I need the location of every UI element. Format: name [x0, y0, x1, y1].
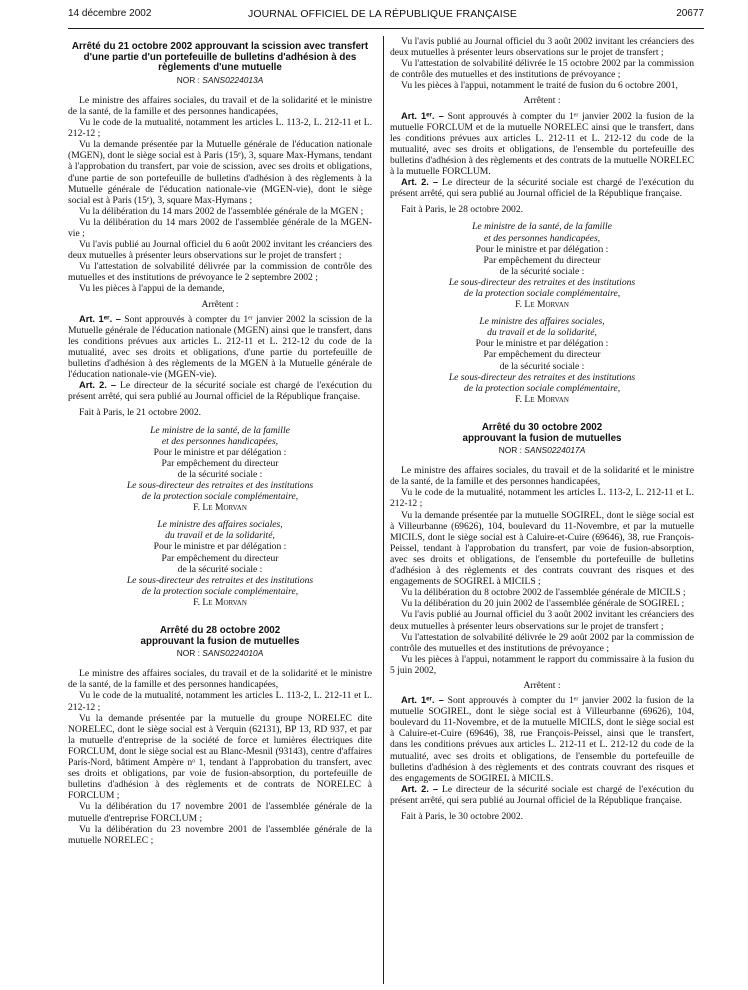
decree-30-october: [390, 409, 694, 822]
paragraph: Vu le code de la mutualité, notamment les articles L. 113-2, L. 212-11 et L. 212-12 ;: [68, 690, 372, 713]
paragraph: Vu la demande présentée par la mutuelle du groupe NORELEC dite NORELEC, dont le siège social est à Verquin (62131), BP 13, RD 937, et par la mutuelle d'entreprise de la société de force et lumières électriques dite FORCLUM, dont le siège social est au Blanc-Mesnil (93143), centre d'affaires Paris-Nord, bâtiment Ampère nᵒ 1, tendant à l'approbation du transfert, avec ses droits et obligations, par voie de fusion-absorption, du portefeuille de bulletins d'adhésion à des règlements et de contrats de NORELEC à FORCLUM ;: [68, 712, 372, 802]
arretent-heading: Arrêtent :: [523, 95, 561, 107]
header-journal-title: JOURNAL OFFICIEL DE LA RÉPUBLIQUE FRANÇAISE: [248, 8, 517, 20]
paragraph: Vu l'avis publié au Journal officiel du 6 août 2002 invitant les créanciers des deux mutuelles à présenter leurs observations sur le projet de transfert ;: [68, 239, 372, 262]
article-1: Art. 1ᵉʳ. – Sont approuvés à compter du 1ᵉʳ janvier 2002 la fusion de la mutuelle FORCLUM et de la mutuelle NORELEC ainsi que le transfert, dans les conditions prévues aux articles L. 212-11 et L. 212-12 du code de la mutualité, avec ses droits et obligations, de l'ensemble du portefeuille des bulletins d'adhésion à des règlements et des contrats de la mutuelle NORELEC à la mutuelle FORCLUM.: [390, 110, 694, 178]
paragraph: Vu la délibération du 14 mars 2002 de l'assemblée générale de la MGEN ;: [79, 205, 364, 217]
article-2: Art. 2. – Le directeur de la sécurité sociale est chargé de l'exécution du présent arrêté, qui sera publié au Journal officiel de la République française.: [68, 380, 372, 403]
article-1: Art. 1ᵉʳ. – Sont approuvés à compter du 1ᵉʳ janvier 2002 la fusion de la mutuelle SOGIREL, dont le siège social est à Villeurbanne (69626), 104, boulevard du 11-Novembre, et de la mutuelle MICILS, dont le siège social est à Caluire-et-Cuire (69646), 38, rue François-Peissel, ainsi que le transfert, dans les conditions prévues aux articles L. 212-11 et L. 212-12 du code de la mutualité, avec ses droits et obligations, de l'ensemble du portefeuille de bulletins d'adhésion à des règlements et des contrats couvrant des risques et des engagements de SOGIREL à MICILS.: [390, 695, 694, 784]
signature-block-affaires-sociales: Le ministre des affaires sociales, du travail et de la solidarité, Pour le ministre et par délégation : Par empêchement du directeur de la sécurité sociale : Le sous-directeur des retraites et des institutions de la protection sociale complémentaire, F. Le Morvan: [68, 519, 372, 608]
article-label: Art. 2. –: [401, 177, 439, 188]
page-header: [0, 0, 748, 30]
signature-block-sante: Le ministre de la santé, de la famille et des personnes handicapées, Pour le ministre et par délégation : Par empêchement du directeur de la sécurité sociale : Le sous-directeur des retraites et des institutions de la protection sociale complémentaire, F. Le Morvan: [390, 221, 694, 310]
article-label: Art. 1ᵉʳ. –: [401, 695, 444, 706]
article-label: Art. 2. –: [401, 783, 439, 794]
paragraph: Vu la délibération du 17 novembre 2001 de l'assemblée générale de la mutuelle d'entreprise FORCLUM ;: [68, 801, 372, 824]
paragraph: Vu le code de la mutualité, notamment les articles L. 113-2, L. 212-11 et L. 212-12 ;: [68, 117, 372, 140]
right-column: [390, 36, 694, 822]
paragraph: Vu la délibération du 8 octobre 2002 de l'assemblée générale de MICILS ;: [401, 587, 686, 599]
nor-code: SANS0224010A: [202, 648, 264, 659]
paragraph: Vu la délibération du 20 juin 2002 de l'assemblée générale de SOGIREL ;: [401, 598, 685, 610]
decree-28-october: [68, 612, 372, 846]
arretent-heading: Arrêtent :: [523, 679, 561, 691]
nor-code: SANS0224013A: [202, 74, 264, 85]
article-2: Art. 2. – Le directeur de la sécurité sociale est chargé de l'exécution du présent arrêté, qui sera publié au Journal officiel de la République française.: [390, 177, 694, 200]
nor-code: SANS0224017A: [524, 445, 586, 456]
article-1: Art. 1ᵉʳ. – Sont approuvés à compter du 1ᵉʳ janvier 2002 la scission de la Mutuelle générale de l'éducation nationale (MGEN) ainsi que le transfert, dans les conditions prévues aux articles L. 212-11 et L. 212-12 du code de la mutualité, avec ses droits et obligations, d'une partie du portefeuille de bulletins d'adhésion à des règlements de la MGEN à la Mutuelle générale de l'éducation nationale-vie (MGEN-vie).: [68, 313, 372, 381]
paragraph: Vu la demande présentée par la Mutuelle générale de l'éducation nationale (MGEN), dont le siège social est à Paris (15ᵉ), 3, square Max-Hymans, tendant à l'approbation du transfert, par voie de scission, avec ses droits et obligations, d'une partie de son portefeuille de bulletins d'adhésion à des règlements à la Mutuelle générale de l'éducation nationale-vie (MGEN-vie), dont le siège social est à Paris (15ᵉ), 3, square Max-Hymans ;: [68, 139, 372, 206]
nor-reference: NOR : SANS0224010A: [176, 648, 264, 659]
paragraph: Vu le code de la mutualité, notamment les articles L. 113-2, L. 212-11 et L. 212-12 ;: [390, 487, 694, 510]
paragraph: Vu les pièces à l'appui, notamment le rapport du commissaire à la fusion du 5 juin 2002,: [390, 653, 694, 676]
left-column: [68, 36, 372, 846]
header-rule: [68, 28, 704, 29]
decree-title: Arrêté du 28 octobre 2002 approuvant la fusion de mutuelles: [140, 625, 300, 647]
signatory-name: F. Le Morvan: [515, 299, 569, 311]
paragraph: Le ministre des affaires sociales, du travail et de la solidarité et le ministre de la santé, de la famille et des personnes handicapées,: [68, 94, 372, 117]
paragraph: Vu les pièces à l'appui de la demande,: [79, 283, 225, 295]
signatory-name: F. Le Morvan: [193, 596, 247, 608]
signature-date: Fait à Paris, le 28 octobre 2002.: [401, 204, 524, 216]
signature-block-sante: Le ministre de la santé, de la famille et des personnes handicapées, Pour le ministre et par délégation : Par empêchement du directeur de la sécurité sociale : Le sous-directeur des retraites et des institutions de la protection sociale complémentaire, F. Le Morvan: [68, 425, 372, 514]
paragraph: Vu l'attestation de solvabilité délivrée le 29 août 2002 par la commission de contrôle des mutuelles et des institutions de prévoyance ;: [390, 631, 694, 654]
paragraph: Le ministre des affaires sociales, du travail et de la solidarité et le ministre de la santé, de la famille et des personnes handicapées,: [68, 668, 372, 691]
signature-date: Fait à Paris, le 30 octobre 2002.: [401, 811, 524, 822]
paragraph: Vu l'attestation de solvabilité délivrée le 15 octobre 2002 par la commission de contrôle des mutuelles et des institutions de prévoyance ;: [390, 58, 694, 81]
arretent-heading: Arrêtent :: [201, 298, 239, 310]
paragraph: Vu la délibération du 14 mars 2002 de l'assemblée générale de la MGEN-vie ;: [68, 216, 372, 239]
signatory-name: F. Le Morvan: [193, 502, 247, 514]
article-2: Art. 2. – Le directeur de la sécurité sociale est chargé de l'exécution du présent arrêté, qui sera publié au Journal officiel de la République française.: [390, 783, 694, 806]
signature-date: Fait à Paris, le 21 octobre 2002.: [79, 407, 202, 419]
nor-reference: NOR : SANS0224017A: [498, 445, 586, 456]
decree-title: Arrêté du 30 octobre 2002 approuvant la fusion de mutuelles: [462, 421, 622, 444]
signatory-name: F. Le Morvan: [515, 393, 569, 405]
header-page-number: 20677: [676, 8, 704, 19]
paragraph: Vu l'attestation de solvabilité délivrée par la commission de contrôle des mutuelles et des institutions de prévoyance le 2 septembre 2002 ;: [68, 261, 372, 284]
paragraph: Vu la demande présentée par la mutuelle SOGIREL, dont le siège social est à Villeurbanne (69626), 104, boulevard du 11-Novembre, et par la mutuelle MICILS, dont le siège social est à Caluire-et-Cuire (69646), 38, rue François-Peissel, tendant à l'approbation du transfert, par voie de fusion-absorption, avec ses droits et obligations, de l'ensemble du portefeuille de bulletins d'adhésion à des règlements et des contrats couvrant des risques et des engagements de SOGIREL à MICILS ;: [390, 509, 694, 588]
signature-block-affaires-sociales: Le ministre des affaires sociales, du travail et de la solidarité, Pour le ministre et par délégation : Par empêchement du directeur de la sécurité sociale : Le sous-directeur des retraites et des institutions de la protection sociale complémentaire, F. Le Morvan: [390, 316, 694, 405]
header-date: 14 décembre 2002: [68, 8, 152, 19]
article-label: Art. 1ᵉʳ. –: [401, 110, 444, 121]
decree-28-october-continued: [390, 36, 694, 405]
paragraph: Vu la délibération du 23 novembre 2001 de l'assemblée générale de la mutuelle NORELEC ;: [68, 823, 372, 846]
article-label: Art. 2. –: [79, 380, 117, 391]
paragraph: Vu l'avis publié au Journal officiel du 3 août 2002 invitant les créanciers des deux mutuelles à présenter leurs observations sur le projet de transfert ;: [390, 36, 694, 59]
paragraph: Vu les pièces à l'appui, notamment le traité de fusion du 6 octobre 2001,: [401, 80, 678, 92]
column-divider: [383, 36, 384, 984]
article-label: Art. 1ᵉʳ. –: [79, 313, 121, 324]
paragraph: Vu l'avis publié au Journal officiel du 3 août 2002 invitant les créanciers des deux mutuelles à présenter leurs observations sur le projet de transfert ;: [390, 609, 694, 632]
decree-21-october: [68, 42, 372, 608]
nor-reference: NOR : SANS0224013A: [176, 74, 264, 85]
paragraph: Le ministre des affaires sociales, du travail et de la solidarité et le ministre de la santé, de la famille et des personnes handicapées,: [390, 465, 694, 488]
decree-title: Arrêté du 21 octobre 2002 approuvant la scission avec transfert d'une partie d'un portefeuille de bulletins d'adhésion à des règlements d'une mutuelle: [71, 41, 369, 74]
